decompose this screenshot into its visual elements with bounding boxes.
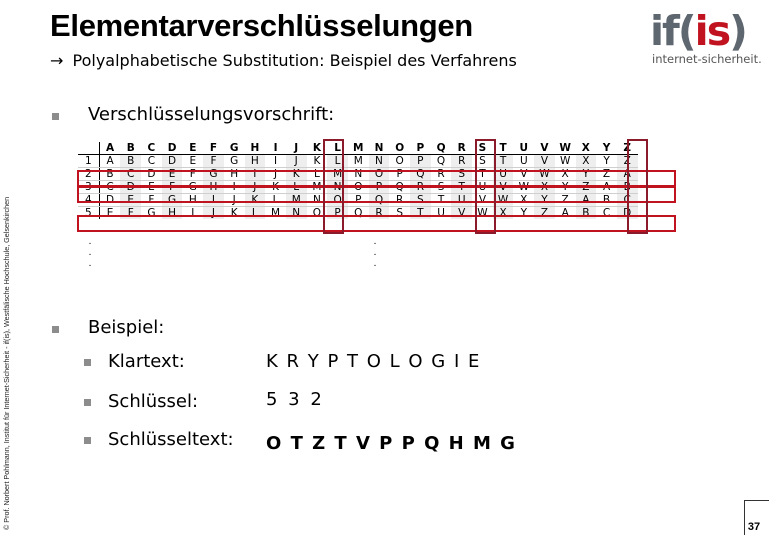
header-cell: V (534, 142, 555, 155)
table-cell: T (410, 207, 431, 220)
bullet-icon (84, 359, 91, 366)
table-cell: Y (596, 155, 617, 168)
table-cell: N (327, 181, 348, 194)
table-cell: P (410, 155, 431, 168)
table-cell: H (224, 168, 245, 181)
table-cell: S (472, 155, 493, 168)
table-cell: G (203, 168, 224, 181)
table-cell: E (182, 155, 203, 168)
klartext-label: Klartext: (108, 351, 185, 372)
header-cell: N (369, 142, 390, 155)
table-cell: N (307, 194, 328, 207)
continuation-dots-left: . . . (88, 236, 92, 269)
table-cell: X (555, 168, 576, 181)
table-cell: I (191, 207, 195, 219)
table-cell: F (162, 181, 183, 194)
bullet-label-vorschrift: Verschlüsselungsvorschrift: (88, 104, 335, 125)
table-cell: X (576, 155, 597, 168)
table-cell: K (265, 181, 286, 194)
table-cell: O (327, 194, 348, 207)
header-cell: W (555, 142, 576, 155)
page-number: 37 (747, 521, 761, 533)
column-highlight-r (475, 139, 496, 234)
header-cell: T (493, 142, 514, 155)
table-cell: R (410, 181, 431, 194)
header-cell: Z (617, 142, 638, 155)
table-cell: P (389, 168, 410, 181)
table-cell: X (534, 181, 555, 194)
table-cell: J (245, 181, 266, 194)
table-cell: Y (576, 168, 597, 181)
table-cell: L (245, 207, 266, 220)
table-cell: I (245, 168, 266, 181)
table-cell: E (162, 168, 183, 181)
schluesseltext-value: O T Z T V P P Q H M G (266, 433, 515, 454)
row-number-cell: 4 (78, 194, 99, 207)
schluessel-value: 5 3 2 (266, 389, 322, 410)
header-cell: M (348, 142, 369, 155)
table-cell: B (576, 207, 597, 220)
table-header-row (78, 142, 638, 155)
header-cell: I (265, 142, 286, 155)
row-highlight-5 (77, 215, 676, 232)
table-cell: R (431, 168, 452, 181)
table-cell: O (369, 168, 390, 181)
header-cell: B (120, 142, 141, 155)
header-cell: U (513, 142, 534, 155)
table-cell: W (477, 207, 488, 219)
bullet-icon (84, 437, 91, 444)
table-cell: T (431, 194, 452, 207)
table-cell: I (224, 181, 245, 194)
table-cell: V (472, 194, 493, 207)
table-cell: X (513, 194, 534, 207)
table-cell: B (120, 155, 141, 168)
table-cell: F (141, 194, 162, 207)
table-cell: P (348, 194, 369, 207)
table-cell: G (182, 181, 203, 194)
table-cell: H (203, 181, 224, 194)
row-highlight-3 (77, 186, 676, 203)
table-cell: N (369, 155, 390, 168)
header-cell: L (327, 142, 348, 155)
row-number-cell: 2 (78, 168, 99, 181)
table-cell: Q (389, 181, 410, 194)
column-highlight-k (323, 139, 344, 234)
table-cell: Y (534, 194, 555, 207)
header-cell: F (203, 142, 224, 155)
logo-mark: if(is) (650, 7, 746, 55)
table-cell: D (120, 181, 141, 194)
table-cell: K (286, 168, 307, 181)
table-cell: I (203, 194, 224, 207)
table-row (78, 155, 638, 168)
table-cell: F (120, 207, 141, 220)
table-cell: T (472, 168, 493, 181)
arrow-right-icon: → (50, 51, 64, 70)
table-cell: A (617, 168, 638, 181)
table-cell: E (106, 207, 114, 219)
header-cell: K (307, 142, 328, 155)
table-cell: Z (555, 194, 576, 207)
table-cell: C (617, 194, 638, 207)
table-cell: G (224, 155, 245, 168)
table-cell: L (265, 194, 286, 207)
table-cell: C (120, 168, 141, 181)
table-cell: O (348, 181, 369, 194)
table-cell: F (182, 168, 203, 181)
table-cell: K (307, 155, 328, 168)
table-cell: R (369, 207, 390, 220)
copyright-side-text: © Prof. Norbert Pohlmann, Institut für Internet-Sicherheit - if(is), Westfälische Hochschule, Gelsenkirchen (2, 196, 11, 530)
table-cell: T (493, 155, 514, 168)
bullet-icon (52, 113, 59, 120)
table-cell: S (396, 207, 403, 219)
table-cell: W (555, 155, 576, 168)
table-cell: K (245, 194, 266, 207)
table-cell: C (602, 207, 611, 219)
table-cell: U (451, 194, 472, 207)
header-cell: E (182, 142, 203, 155)
table-cell: V (513, 168, 534, 181)
table-cell: Q (354, 207, 363, 219)
table-cell: U (437, 207, 445, 219)
table-cell: W (493, 194, 514, 207)
table-cell: A (576, 194, 597, 207)
table-cell: W (534, 168, 555, 181)
table-cell: M (271, 207, 281, 219)
table-cell: C (99, 181, 120, 194)
table-cell: J (265, 168, 286, 181)
table-cell: O (312, 207, 322, 219)
bullet-icon (84, 399, 91, 406)
logo-subtext: internet-sicherheit. (652, 52, 762, 66)
table-cell: V (534, 155, 555, 168)
table-cell: B (596, 194, 617, 207)
table-cell: D (99, 194, 120, 207)
table-cell: H (162, 207, 183, 220)
table-cell: C (141, 155, 162, 168)
table-cell: I (265, 155, 286, 168)
header-cell: C (141, 142, 162, 155)
table-cell: G (162, 194, 183, 207)
table-cell: J (203, 207, 224, 220)
table-cell: Q (369, 194, 390, 207)
subtitle-text: Polyalphabetische Substitution: Beispiel des Verfahrens (72, 51, 517, 70)
header-cell: S (472, 142, 493, 155)
table-cell: E (141, 181, 162, 194)
table-cell: K (230, 207, 238, 219)
table-cell: V (451, 207, 472, 220)
table-cell: V (493, 181, 514, 194)
table-cell: M (286, 194, 307, 207)
table-cell: J (286, 155, 307, 168)
table-cell: Y (555, 181, 576, 194)
header-cell: G (224, 142, 245, 155)
table-cell: L (286, 181, 307, 194)
table-cell: F (203, 155, 224, 168)
table-cell: L (307, 168, 328, 181)
table-cell: M (307, 181, 328, 194)
table-cell: M (327, 168, 348, 181)
table-cell: N (348, 168, 369, 181)
continuation-dots-center: . . . (373, 236, 377, 269)
header-cell: Q (431, 142, 452, 155)
table-cell: Q (431, 155, 452, 168)
schluesseltext-label: Schlüsseltext: (108, 429, 234, 450)
table-cell: Z (596, 168, 617, 181)
table-cell: Y (520, 207, 527, 219)
table-cell: Z (534, 207, 555, 220)
page-subtitle (50, 51, 517, 70)
table-cell: H (182, 194, 203, 207)
header-cell: P (410, 142, 431, 155)
table-cell: S (451, 168, 472, 181)
header-cell: J (286, 142, 307, 155)
table-cell: Q (410, 168, 431, 181)
table-cell: R (389, 194, 410, 207)
header-cell: O (389, 142, 410, 155)
row-number-cell: 1 (78, 155, 99, 168)
table-cell: L (327, 155, 348, 168)
table-cell: A (596, 181, 617, 194)
table-cell: E (120, 194, 141, 207)
column-highlight-y (627, 139, 648, 234)
header-cell: D (162, 142, 183, 155)
table-cell: B (617, 181, 638, 194)
table-cell: H (245, 155, 266, 168)
table-cell: R (451, 155, 472, 168)
table-cell: P (327, 207, 348, 220)
table-cell: U (493, 168, 514, 181)
ifis-logo (650, 8, 772, 70)
table-cell: U (472, 181, 493, 194)
header-cell: Y (596, 142, 617, 155)
table-cell: B (99, 168, 120, 181)
row-highlight-2 (77, 170, 676, 187)
table-cell: D (617, 207, 638, 220)
table-cell: Z (576, 181, 597, 194)
table-cell: J (224, 194, 245, 207)
bullet-label-beispiel: Beispiel: (88, 317, 165, 338)
table-cell: N (286, 207, 307, 220)
table-cell: M (348, 155, 369, 168)
table-cell: O (389, 155, 410, 168)
bullet-icon (52, 326, 59, 333)
table-cell: A (99, 155, 120, 168)
table-cell: S (410, 194, 431, 207)
schluessel-label: Schlüssel: (108, 391, 199, 412)
klartext-value: K R Y P T O L O G I E (266, 351, 480, 372)
header-cell: H (245, 142, 266, 155)
table-cell: D (162, 155, 183, 168)
table-cell: S (431, 181, 452, 194)
table-cell: T (451, 181, 472, 194)
header-cell: X (576, 142, 597, 155)
table-cell: A (561, 207, 569, 219)
header-cell: A (99, 142, 120, 155)
table-cell: X (493, 207, 514, 220)
page-title: Elementarverschlüsselungen (50, 8, 473, 43)
table-cell: G (147, 207, 156, 219)
table-cell: U (513, 155, 534, 168)
table-cell: Z (617, 155, 638, 168)
table-corner-cell (78, 142, 99, 155)
table-cell: W (513, 181, 534, 194)
header-cell: R (451, 142, 472, 155)
table-cell: P (369, 181, 390, 194)
row-number-cell: 5 (78, 207, 99, 220)
table-cell: D (141, 168, 162, 181)
row-number-cell: 3 (78, 181, 99, 194)
